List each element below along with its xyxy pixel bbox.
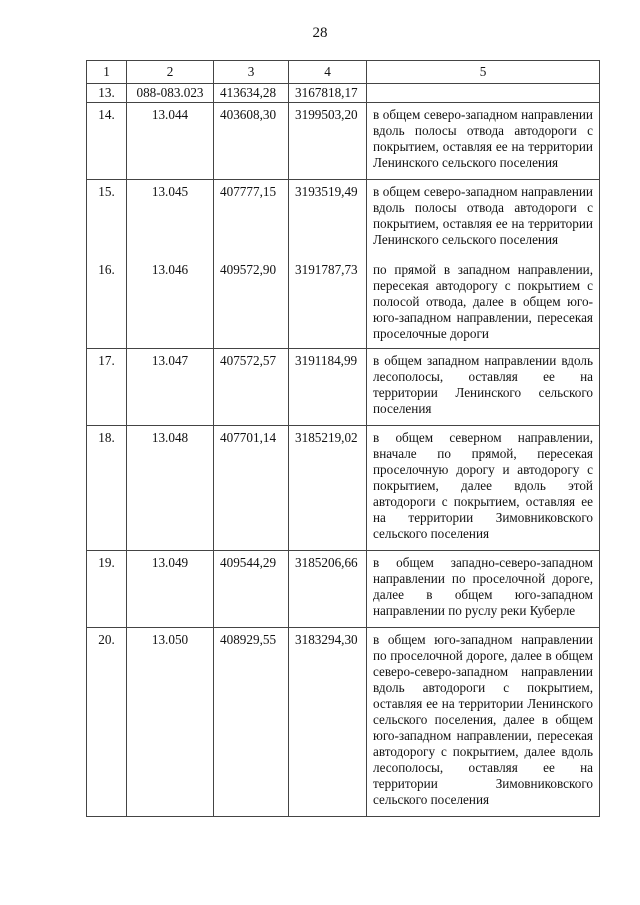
coordinate-y: 3199503,20 — [289, 103, 367, 180]
coordinate-x: 413634,28 — [214, 84, 289, 103]
row-number: 18. — [87, 426, 127, 551]
point-code: 13.047 — [127, 349, 214, 426]
row-number: 13. — [87, 84, 127, 103]
coordinate-y: 3185219,02 — [289, 426, 367, 551]
column-header-1: 1 — [87, 61, 127, 84]
coordinate-y: 3183294,30 — [289, 628, 367, 817]
table-row — [87, 260, 600, 349]
table-row — [87, 426, 600, 551]
coordinate-y: 3191184,99 — [289, 349, 367, 426]
coordinate-y: 3193519,49 — [289, 180, 367, 261]
boundary-description: в общем северном направлении, вначале по прямой, пересекая проселочную дорогу и автодорогу с покрытием, далее вдоль этой автодороги с покрытием, оставляя ее на территории Зимовниковского сельского поселения — [367, 426, 600, 551]
row-number: 16. — [87, 260, 127, 349]
column-header-2: 2 — [127, 61, 214, 84]
table-row — [87, 551, 600, 628]
boundary-description — [367, 84, 600, 103]
coordinate-x: 409544,29 — [214, 551, 289, 628]
boundary-table — [86, 60, 600, 817]
column-header-4: 4 — [289, 61, 367, 84]
coordinate-x: 407701,14 — [214, 426, 289, 551]
coordinate-y: 3185206,66 — [289, 551, 367, 628]
point-code: 13.044 — [127, 103, 214, 180]
boundary-description: в общем северо-западном направлении вдоль полосы отвода автодороги с покрытием, оставляя ее на территории Ленинского сельского поселения — [367, 180, 600, 261]
point-code: 13.046 — [127, 260, 214, 349]
point-code: 088-083.023 — [127, 84, 214, 103]
coordinate-y: 3191787,73 — [289, 260, 367, 349]
coordinate-x: 409572,90 — [214, 260, 289, 349]
row-number: 20. — [87, 628, 127, 817]
boundary-description: в общем юго-западном направлении по проселочной дороге, далее в общем северо-северо-западном направлении вдоль автодороги с покрытием, оставляя ее на территории Ленинского сельского поселения, далее в общем юго-западном направлении, пересекая автодорогу с покрытием, далее вдоль лесополосы, оставляя ее на территории Зимовниковского сельского поселения — [367, 628, 600, 817]
coordinate-x: 403608,30 — [214, 103, 289, 180]
column-header-3: 3 — [214, 61, 289, 84]
column-header-5: 5 — [367, 61, 600, 84]
row-number: 14. — [87, 103, 127, 180]
page-number: 28 — [312, 25, 328, 41]
table-row — [87, 84, 600, 103]
coordinate-x: 407572,57 — [214, 349, 289, 426]
point-code: 13.045 — [127, 180, 214, 261]
boundary-description: по прямой в западном направлении, пересекая автодорогу с покрытием с полосой отвода, далее в общем юго-юго-западном направлении, пересекая проселочные дороги — [367, 260, 600, 349]
coordinate-y: 3167818,17 — [289, 84, 367, 103]
point-code: 13.048 — [127, 426, 214, 551]
boundary-description: в общем западном направлении вдоль лесополосы, оставляя ее на территории Ленинского сельского поселения — [367, 349, 600, 426]
table-header-row — [87, 61, 600, 84]
table-row — [87, 103, 600, 180]
coordinate-x: 408929,55 — [214, 628, 289, 817]
table-row — [87, 628, 600, 817]
row-number: 15. — [87, 180, 127, 261]
table-row — [87, 180, 600, 261]
boundary-description: в общем западно-северо-западном направлении по проселочной дороге, далее в общем юго-западном направлении по руслу реки Куберле — [367, 551, 600, 628]
row-number: 19. — [87, 551, 127, 628]
row-number: 17. — [87, 349, 127, 426]
table-row — [87, 349, 600, 426]
boundary-description: в общем северо-западном направлении вдоль полосы отвода автодороги с покрытием, оставляя ее на территории Ленинского сельского поселения — [367, 103, 600, 180]
coordinate-x: 407777,15 — [214, 180, 289, 261]
point-code: 13.050 — [127, 628, 214, 817]
point-code: 13.049 — [127, 551, 214, 628]
